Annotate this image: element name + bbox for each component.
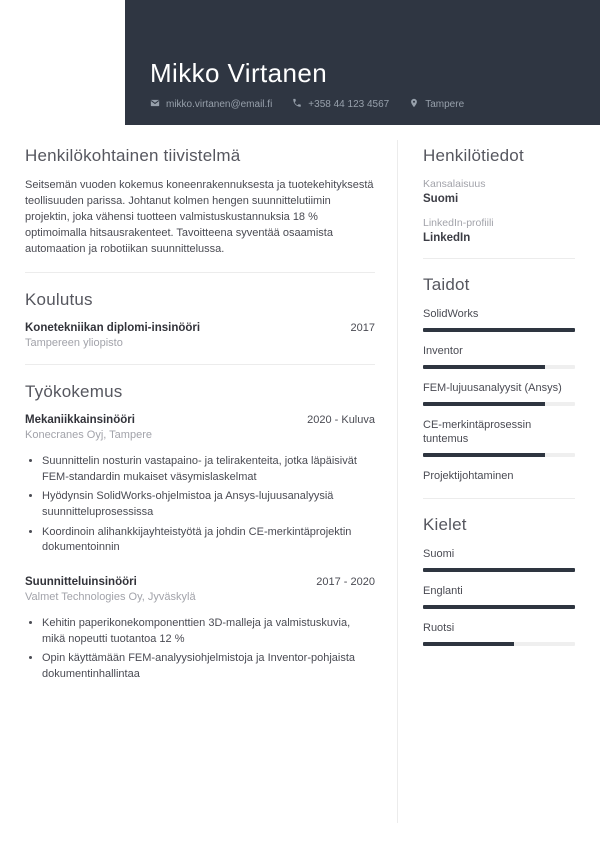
job-title: Suunnitteluinsinööri	[25, 575, 137, 588]
contact-item	[409, 98, 464, 111]
skill-item	[423, 381, 575, 406]
education-entry	[25, 322, 375, 349]
bullet-item: • Opin käyttämään FEM-analyysiohjelmistoja ja Inventor-pohjaista dokumentinhallintaa	[42, 651, 375, 682]
section-languages	[423, 515, 575, 646]
education-title: Koulutus	[25, 290, 93, 310]
languages-title: Kielet	[423, 515, 467, 535]
school-name: Tampereen yliopisto	[25, 337, 123, 350]
skill-item	[423, 418, 575, 458]
language-bar-track	[423, 568, 575, 572]
education-period: 2017	[350, 322, 375, 335]
skill-name: SolidWorks	[423, 308, 479, 320]
job-title: Mekaniikkainsinööri	[25, 414, 135, 427]
job-period: 2020 - Kuluva	[307, 414, 375, 427]
job-entry-head	[25, 576, 375, 588]
skill-item	[423, 307, 575, 332]
bullet-item: • Suunnittelin nosturin vastapaino- ja telirakenteita, jotka läpäisivät FEM-standardin mukaiset väsymislaskelmat	[42, 454, 375, 485]
contact-text: +358 44 123 4567	[308, 99, 390, 110]
skill-item	[423, 469, 575, 484]
language-item	[423, 547, 575, 572]
language-item	[423, 584, 575, 609]
location-icon	[409, 98, 419, 111]
skills-title: Taidot	[423, 275, 470, 294]
bullet-item: • Koordinoin alihankkijayhteistyötä ja johdin CE-merkintäprojektin dokumentoinnin	[42, 525, 375, 556]
section-experience	[25, 382, 375, 682]
skill-bar-fill	[423, 402, 545, 406]
resume-header	[125, 0, 600, 125]
skill-bar-track	[423, 328, 575, 332]
language-bar-fill	[423, 568, 575, 572]
job-entry	[25, 576, 375, 682]
personal-info-title: Henkilötiedot	[423, 146, 524, 165]
skill-item	[423, 344, 575, 369]
job-company: Konecranes Oyj, Tampere	[25, 429, 152, 442]
language-bar-track	[423, 642, 575, 646]
education-list	[25, 322, 375, 349]
language-name: Englanti	[423, 584, 463, 597]
contact-row	[150, 98, 600, 111]
language-item	[423, 621, 575, 646]
skill-bar-track	[423, 365, 575, 369]
section-skills	[423, 275, 575, 484]
skill-name: CE-merkintäprosessin tuntemus	[423, 418, 532, 446]
field-value: LinkedIn	[423, 232, 471, 244]
field-value: Suomi	[423, 193, 459, 205]
section-divider	[423, 258, 575, 259]
phone-icon	[292, 98, 302, 111]
contact-item	[292, 98, 389, 111]
job-entry-head	[25, 414, 375, 426]
job-list	[25, 414, 375, 682]
skill-list	[423, 307, 575, 484]
section-personal-info	[423, 146, 575, 244]
skill-bar-fill	[423, 328, 575, 332]
main-column	[25, 146, 375, 686]
personal-fields	[423, 178, 575, 244]
skill-bar-fill	[423, 365, 545, 369]
section-divider	[25, 272, 375, 273]
skill-name: FEM-lujuusanalyysit (Ansys)	[423, 381, 562, 394]
summary-text: Seitsemän vuoden kokemus koneenrakennuksesta ja tuotekehityksestä teollisuuden parissa. Johtanut kolmen hengen suunnittelutiimin projektin, joka vähensi tuotteen valmistuskustannuksia 18 % optimoimalla hitsausrakenteet. Tavoitteena syventää osaamista automaation ja robotiikan suunnittelussa.	[25, 179, 374, 256]
job-period: 2017 - 2020	[316, 575, 375, 588]
email-icon	[150, 98, 160, 111]
experience-title: Työkokemus	[25, 382, 123, 402]
field-label: LinkedIn-profiili	[423, 217, 494, 229]
section-summary	[25, 146, 375, 257]
bullet-item: • Kehitin paperikonekomponenttien 3D-malleja ja valmistuskuvia, mikä nopeutti tuotantoa 12 %	[42, 616, 375, 647]
language-name: Ruotsi	[423, 621, 455, 634]
personal-field	[423, 217, 575, 244]
skill-name: Inventor	[423, 344, 463, 357]
field-label: Kansalaisuus	[423, 178, 486, 190]
degree-title: Konetekniikan diplomi-insinööri	[25, 322, 201, 335]
personal-field	[423, 178, 575, 205]
language-bar-fill	[423, 642, 514, 646]
language-list	[423, 547, 575, 646]
language-bar-fill	[423, 605, 575, 609]
section-divider	[25, 364, 375, 365]
language-bar-track	[423, 605, 575, 609]
language-name: Suomi	[423, 548, 455, 561]
skill-bar-track	[423, 453, 575, 457]
sidebar	[423, 146, 575, 646]
job-bullets	[25, 616, 375, 682]
education-entry-head	[25, 322, 375, 334]
contact-item	[150, 98, 272, 111]
job-bullets	[25, 454, 375, 556]
column-divider	[397, 140, 398, 823]
job-company: Valmet Technologies Oy, Jyväskylä	[25, 590, 196, 603]
skill-name: Projektijohtaminen	[423, 470, 514, 483]
contact-text: mikko.virtanen@email.fi	[166, 99, 273, 110]
bullet-item: • Hyödynsin SolidWorks-ohjelmistoa ja Ansys-lujuusanalyysiä suunnitteluprosessissa	[42, 489, 375, 520]
contact-text: Tampere	[425, 99, 465, 110]
section-education	[25, 290, 375, 349]
skill-bar-fill	[423, 453, 545, 457]
summary-title: Henkilökohtainen tiivistelmä	[25, 146, 241, 165]
job-entry	[25, 414, 375, 556]
candidate-name: Mikko Virtanen	[150, 58, 328, 88]
section-divider	[423, 498, 575, 499]
skill-bar-track	[423, 402, 575, 406]
